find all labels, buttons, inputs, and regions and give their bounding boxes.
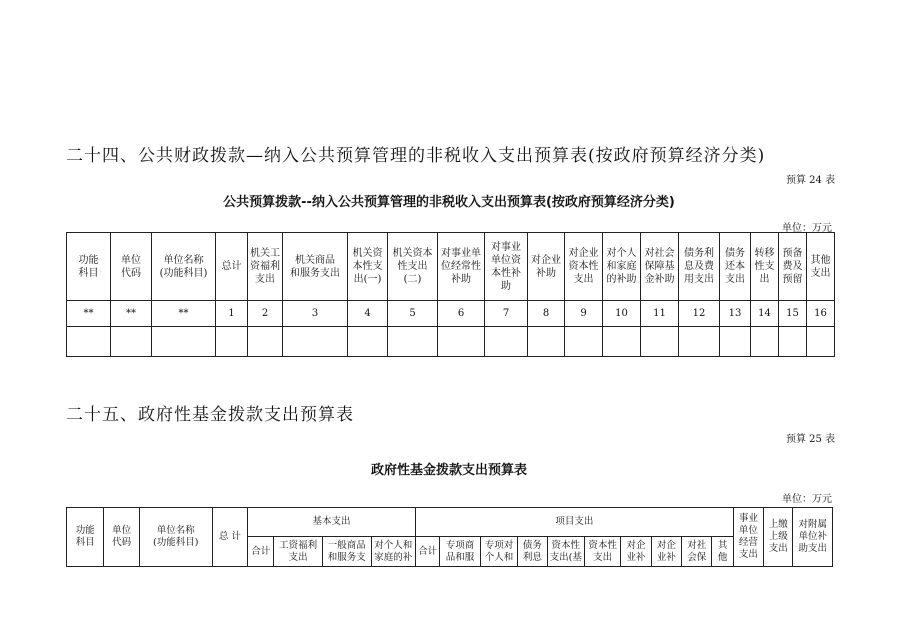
section24-header-cell-12: 对企业 资本性 支出 xyxy=(565,233,603,301)
section24-empty-cell xyxy=(528,327,565,357)
basic-subcol-3: 一般商品 和服务支 xyxy=(322,537,371,567)
project-subcol-1: 合计 xyxy=(416,537,440,567)
col-upper-remit: 上缴 上级 支出 xyxy=(764,508,793,567)
section24-empty-cell xyxy=(111,327,152,357)
section24-header-cell-6: 机关商品 和服务支出 xyxy=(283,233,348,301)
project-subcol-10: 其 他 xyxy=(712,537,733,567)
section24-empty-cell xyxy=(67,327,111,357)
project-subcol-4: 债务 利息 xyxy=(518,537,547,567)
section25-unit: 单位：万元 xyxy=(782,494,832,505)
section24-index-cell-17: 14 xyxy=(751,301,779,327)
section24-table-number: 预算 24 表 xyxy=(786,175,836,186)
section24-empty-cell xyxy=(565,327,603,357)
section25-table-number: 预算 25 表 xyxy=(786,434,836,445)
section24-index-cell-7: 4 xyxy=(348,301,388,327)
section24-index-row xyxy=(67,301,835,327)
section24-empty-row xyxy=(67,327,835,357)
section24-empty-cell xyxy=(779,327,807,357)
section24-header-cell-10: 对事业 单位资 本性补 助 xyxy=(485,233,528,301)
col-unit-code: 单位 代码 xyxy=(104,508,139,567)
section24-empty-cell xyxy=(283,327,348,357)
col-subsidiary-subsidy: 对附属 单位补 助支出 xyxy=(793,508,833,567)
section24-empty-cell xyxy=(485,327,528,357)
section24-header-cell-17: 转移 性支 出 xyxy=(751,233,779,301)
section24-header-cell-15: 债务利 息及费 用支出 xyxy=(679,233,720,301)
section24-index-cell-3: ** xyxy=(152,301,216,327)
section25-heading: 二十五、政府性基金拨款支出预算表 xyxy=(66,405,354,425)
section24-index-cell-10: 7 xyxy=(485,301,528,327)
section24-empty-cell xyxy=(248,327,283,357)
project-subcol-9: 对社 会保 xyxy=(682,537,712,567)
section24-index-cell-6: 3 xyxy=(283,301,348,327)
group-project-expenditure: 项目支出 xyxy=(416,508,734,537)
project-subcol-5: 资本性 支出(基 xyxy=(547,537,584,567)
section24-header-cell-4: 总计 xyxy=(216,233,248,301)
section24-index-cell-16: 13 xyxy=(720,301,751,327)
section24-heading: 二十四、公共财政拨款—纳入公共预算管理的非税收入支出预算表(按政府预算经济分类) xyxy=(66,146,766,166)
section24-header-cell-5: 机关工 资福利 支出 xyxy=(248,233,283,301)
section24-header-cell-9: 对事业单 位经常性 补助 xyxy=(438,233,485,301)
section24-header-cell-14: 对社会 保障基 金补助 xyxy=(641,233,679,301)
section24-header-cell-16: 债务 还本 支出 xyxy=(720,233,751,301)
section24-index-cell-18: 15 xyxy=(779,301,807,327)
section25-table xyxy=(66,507,833,567)
section24-index-cell-11: 8 xyxy=(528,301,565,327)
group-basic-expenditure: 基本支出 xyxy=(248,508,416,537)
project-subcol-2: 专项商 品和服 xyxy=(440,537,480,567)
section24-index-cell-1: ** xyxy=(67,301,111,327)
section24-empty-cell xyxy=(679,327,720,357)
section24-index-cell-12: 9 xyxy=(565,301,603,327)
section24-empty-cell xyxy=(152,327,216,357)
section24-header-cell-8: 机关资本 性支出 (二) xyxy=(388,233,438,301)
section24-index-cell-15: 12 xyxy=(679,301,720,327)
section24-empty-cell xyxy=(388,327,438,357)
section24-empty-cell xyxy=(438,327,485,357)
project-subcol-8: 对企 业补 xyxy=(651,537,681,567)
section24-header-row xyxy=(67,233,835,301)
section25-title: 政府性基金拨款支出预算表 xyxy=(370,463,527,478)
project-subcol-6: 资本性 支出 xyxy=(584,537,620,567)
section24-index-cell-2: ** xyxy=(111,301,152,327)
basic-subcol-4: 对个人和 家庭的补 xyxy=(371,537,416,567)
section24-title: 公共预算拨款--纳入公共预算管理的非税收入支出预算表(按政府预算经济分类) xyxy=(223,195,675,210)
section24-empty-cell xyxy=(216,327,248,357)
section24-header-cell-11: 对企业 补助 xyxy=(528,233,565,301)
section24-header-cell-18: 预备 费及 预留 xyxy=(779,233,807,301)
section24-empty-cell xyxy=(603,327,641,357)
section24-empty-cell xyxy=(641,327,679,357)
section24-empty-cell xyxy=(807,327,835,357)
section24-index-cell-9: 6 xyxy=(438,301,485,327)
col-functional-subject: 功能 科目 xyxy=(67,508,104,567)
section24-unit: 单位：万元 xyxy=(782,223,832,234)
section24-index-cell-19: 16 xyxy=(807,301,835,327)
section24-header-cell-2: 单位 代码 xyxy=(111,233,152,301)
section24-header-cell-19: 其他 支出 xyxy=(807,233,835,301)
section24-header-cell-1: 功能 科目 xyxy=(67,233,111,301)
basic-subcol-2: 工资福利 支出 xyxy=(274,537,323,567)
col-total: 总 计 xyxy=(212,508,247,567)
section24-empty-cell xyxy=(720,327,751,357)
basic-subcol-1: 合计 xyxy=(248,537,274,567)
section24-index-cell-5: 2 xyxy=(248,301,283,327)
col-business-expenditure: 事业 单位 经营 支出 xyxy=(733,508,763,567)
section24-table xyxy=(66,232,835,357)
section24-empty-cell xyxy=(751,327,779,357)
project-subcol-3: 专项对 个人和 xyxy=(480,537,517,567)
section25-header-row-1 xyxy=(67,508,833,537)
section24-index-cell-4: 1 xyxy=(216,301,248,327)
section24-index-cell-8: 5 xyxy=(388,301,438,327)
section24-index-cell-14: 11 xyxy=(641,301,679,327)
section24-header-cell-3: 单位名称 (功能科目) xyxy=(152,233,216,301)
section24-header-cell-7: 机关资 本性支 出(一) xyxy=(348,233,388,301)
section24-index-cell-13: 10 xyxy=(603,301,641,327)
section24-header-cell-13: 对个人 和家庭 的补助 xyxy=(603,233,641,301)
col-unit-name: 单位名称 (功能科目) xyxy=(139,508,212,567)
section24-empty-cell xyxy=(348,327,388,357)
project-subcol-7: 对企 业补 xyxy=(621,537,651,567)
